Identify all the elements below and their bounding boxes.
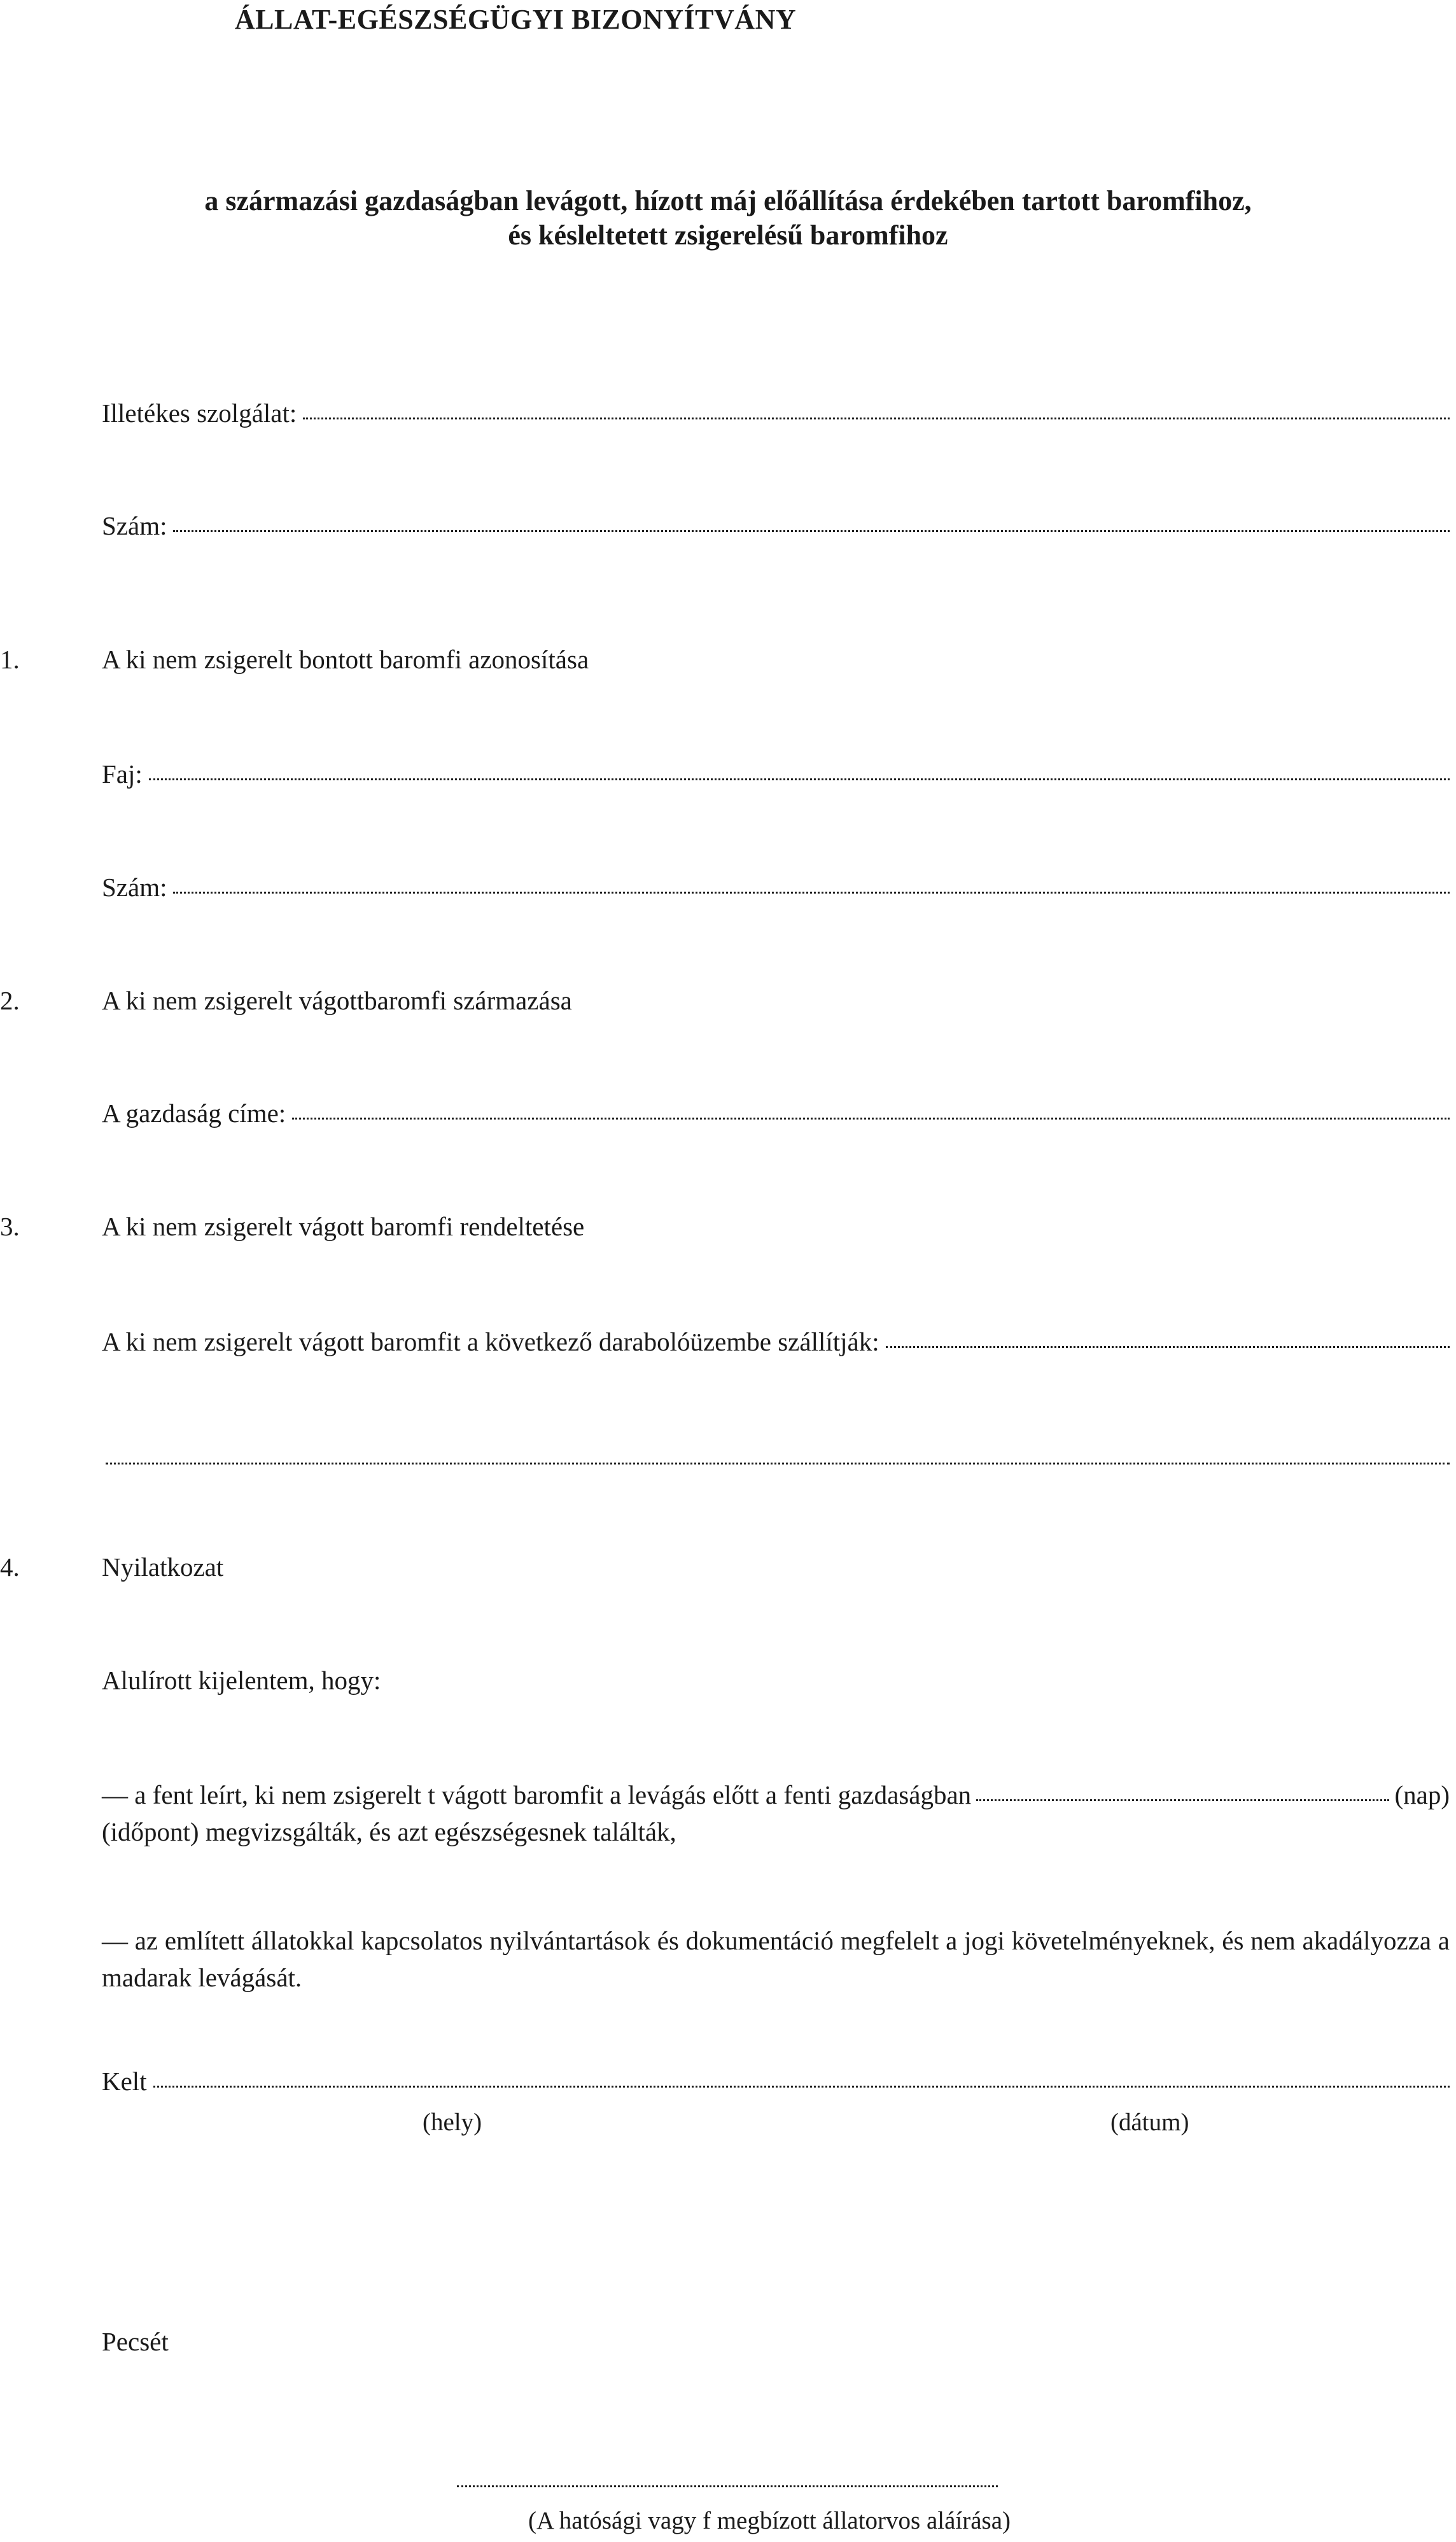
kelt-label: Kelt [102,2067,147,2096]
destination-field [102,1326,1450,1357]
declaration-date-dotted-line [976,1799,1389,1801]
section-number: 3. [0,1212,20,1241]
signature-dotted-line [457,2485,998,2487]
section-title: A ki nem zsigerelt vágott baromfi rendeltetése [102,1212,585,1241]
destination-label: A ki nem zsigerelt vágott baromfit a következő darabolóüzembe szállítják: [102,1327,879,1356]
declaration-day-label: (nap) [1394,1780,1450,1809]
section-title: A ki nem zsigerelt vágottbaromfi származása [102,986,572,1015]
section-number: 1. [0,645,20,674]
section-1-heading [0,644,589,675]
farm-address-label: A gazdaság címe: [102,1099,286,1128]
kelt-dotted-line [153,2086,1450,2088]
section-4-heading [0,1552,223,1582]
date-caption: (dátum) [1110,2109,1189,2136]
number-field [102,510,1450,541]
section-2-heading [0,985,572,1016]
authority-label: Illetékes szolgálat: [102,398,297,428]
section-number: 4. [0,1552,20,1582]
number-dotted-line [173,530,1450,532]
authority-field [102,398,1450,428]
declaration-intro: Alulírott kijelentem, hogy: [102,1666,381,1695]
declaration-item-1-text: — a fent leírt, ki nem zsigerelt t vágott baromfit a levágás előtt a fenti gazdaságban [102,1780,972,1809]
authority-dotted-line [303,418,1450,419]
declaration-item-1-line2: (időpont) megvizsgálták, és azt egészségesnek találták, [102,1817,676,1846]
number-label: Szám: [102,511,167,540]
number2-field [102,872,1450,902]
document-title: ÁLLAT-EGÉSZSÉGÜGYI BIZONYÍTVÁNY [234,4,797,35]
farm-address-field [102,1098,1450,1128]
section-3-heading [0,1211,584,1242]
number2-label: Szám: [102,873,167,902]
section-title: A ki nem zsigerelt bontott baromfi azonosítása [102,645,589,674]
kelt-field [102,2066,1450,2096]
signature-caption: (A hatósági vagy f megbízott állatorvos aláírása) [528,2507,1011,2534]
destination-dotted-line [886,1346,1450,1348]
declaration-item-2: — az említett állatokkal kapcsolatos nyilvántartások és dokumentáció megfelelt a jogi követelményeknek, és nem akadályozza a madarak levágását. [102,1926,1450,1992]
species-field [102,759,1450,789]
number2-dotted-line [173,892,1450,894]
farm-address-dotted-line [292,1118,1450,1120]
place-caption: (hely) [423,2109,482,2136]
species-label: Faj: [102,759,143,789]
species-dotted-line [149,778,1450,780]
destination-continuation-line [106,1463,1450,1464]
stamp-label: Pecsét [102,2327,169,2356]
section-number: 2. [0,986,20,1015]
declaration-item-1-line1 [102,1780,1450,1810]
document-subtitle-line2: és késleltetett zsigerelésű baromfihoz [508,220,948,251]
section-title: Nyilatkozat [102,1552,224,1582]
document-subtitle-line1: a származási gazdaságban levágott, hízott máj előállítása érdekében tartott baromfihoz, [204,185,1252,216]
